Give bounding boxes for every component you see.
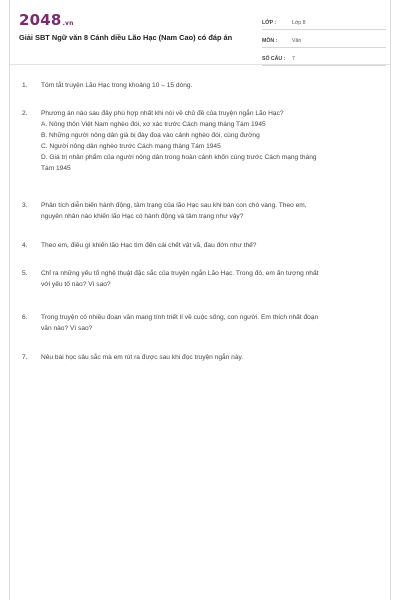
question-text-line: Nêu bài học sâu sắc mà em rút ra được sau khi đọc truyện ngắn này.	[41, 354, 244, 361]
meta-value: 7	[292, 56, 295, 62]
site-logo[interactable]	[19, 12, 74, 32]
question-item	[10, 108, 390, 174]
question-item	[10, 200, 390, 222]
meta-label: MÔN :	[262, 38, 278, 44]
question-text-line: Chỉ ra những yếu tố nghệ thuật đặc sắc của truyện ngắn Lão Hạc. Trong đó, em ấn tượng nhất	[41, 270, 319, 277]
question-number: 1.	[22, 82, 28, 89]
question-text-line: Theo em, điều gì khiến lão Hạc tìm đến cái chết vật vã, đau đớn như thế?	[41, 242, 257, 249]
question-text-line: Tám 1945	[41, 165, 71, 172]
question-text-line: Phương án nào sau đây phù hợp nhất khi nói về chủ đề của truyện ngắn Lão Hạc?	[41, 110, 284, 117]
question-number: 7.	[22, 354, 28, 361]
question-text-line: Tóm tắt truyện Lão Hạc trong khoảng 10 – 15 dòng.	[41, 82, 193, 89]
question-text-line: Phân tích diễn biến hành động, tâm trạng của lão Hạc sau khi bán con chó vàng. Theo em,	[41, 202, 307, 209]
question-item	[10, 268, 390, 290]
question-text-line: Trong truyện có nhiều đoạn văn mang tính triết lí về cuộc sống, con người. Em thích nhất đoạn	[41, 314, 319, 321]
meta-label: SỐ CÂU :	[262, 56, 286, 62]
question-number: 4.	[22, 242, 28, 249]
document-title: Giải SBT Ngữ văn 8 Cánh diều Lão Hạc (Nam Cao) có đáp án	[19, 33, 233, 42]
meta-info	[262, 14, 386, 68]
question-number: 2.	[22, 110, 28, 117]
meta-value: Văn	[292, 38, 302, 44]
question-item	[10, 80, 390, 91]
question-item	[10, 352, 390, 363]
question-text-line: với yếu tố nào? Vì sao?	[41, 281, 111, 288]
question-text-line: C. Người nông dân nghèo trước Cách mạng tháng Tám 1945	[41, 143, 221, 150]
question-item	[10, 240, 390, 251]
question-text-line: văn nào? Vì sao?	[41, 325, 93, 332]
header-divider	[10, 64, 390, 65]
logo-suffix-text: .vn	[62, 20, 74, 27]
meta-label: LỚP :	[262, 20, 277, 26]
question-number: 3.	[22, 202, 28, 209]
question-number: 6.	[22, 314, 28, 321]
question-text-line: nguyên nhân nào khiến lão Hạc có hành động và tâm trạng như vậy?	[41, 213, 244, 220]
question-number: 5.	[22, 270, 28, 277]
question-text-line: D. Giá trị nhân phẩm của người nông dân trong hoàn cảnh khốn cùng trước Cách mạng tháng	[41, 154, 317, 161]
document-header	[10, 0, 390, 64]
logo-main-text: 2048	[19, 11, 62, 29]
document-page	[9, 0, 391, 600]
question-text-line: A. Nông thôn Việt Nam nghèo đói, xơ xác trước Cách mạng tháng Tám 1945	[41, 121, 266, 128]
meta-value: Lớp 8	[292, 20, 306, 26]
meta-row-class	[262, 14, 386, 30]
question-item	[10, 312, 390, 334]
question-text-line: B. Những người nông dân già bị đày đoạ vào cảnh nghèo đói, cùng đường	[41, 132, 260, 139]
meta-row-subject	[262, 32, 386, 48]
